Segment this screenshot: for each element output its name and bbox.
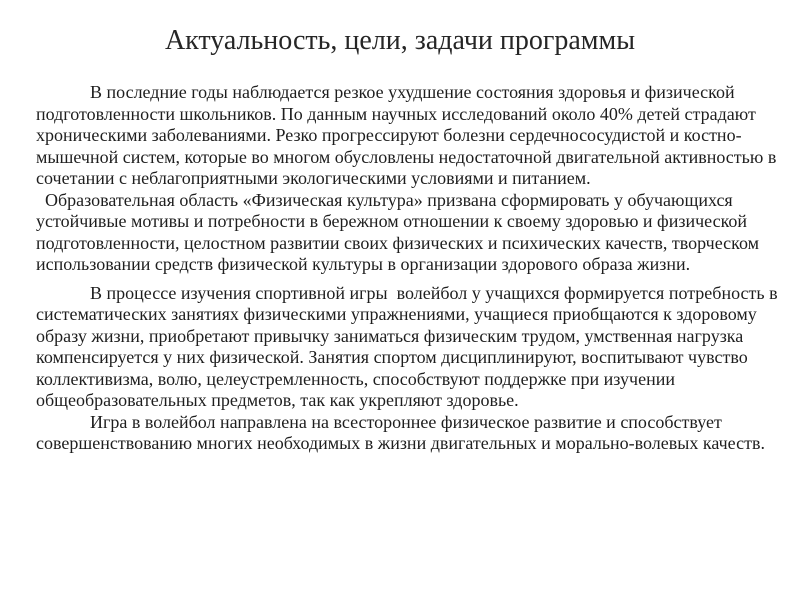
paragraph-relevance: В последние годы наблюдается резкое ухудшение состояния здоровья и физической подготовленности школьников. По данным научных исследований около 40% детей страдают хроническими заболеваниями. Резко прогрессируют болезни сердечнососудистой и костно-мышечной систем, которые во многом обусловлены недостаточной двигательной активностью в сочетании с неблагоприятными экологическими условиями и питанием. [36,82,781,188]
slide-title: Актуальность, цели, задачи программы [164,25,636,56]
paragraph-volleyball-game: Игра в волейбол направлена на всестороннее физическое развитие и способствует совершенствованию многих необходимых в жизни двигательных и морально-волевых качеств. [36,411,765,453]
slide-body [36,82,784,455]
paragraph-volleyball-study: В процессе изучения спортивной игры волейбол у учащихся формируется потребность в систематических занятиях физическими упражнениями, учащиеся приобщаются к здоровому образу жизни, приобретают привычку заниматься физическим трудом, умственная нагрузка компенсируется у них физической. Занятия спортом дисциплинируют, воспитывают чувство коллективизма, волю, целеустремленность, способствуют поддержке при изучении общеобразовательных предметов, так как укрепляют здоровье. [36,282,783,410]
paragraph-educational-area: Образовательная область «Физическая культура» призвана сформировать у обучающихся устойчивые мотивы и потребности в бережном отношении к своему здоровью и физической подготовленности, целостном развитии своих физических и психических качеств, творческом использовании средств физической культуры в организации здорового образа жизни. [36,189,764,274]
